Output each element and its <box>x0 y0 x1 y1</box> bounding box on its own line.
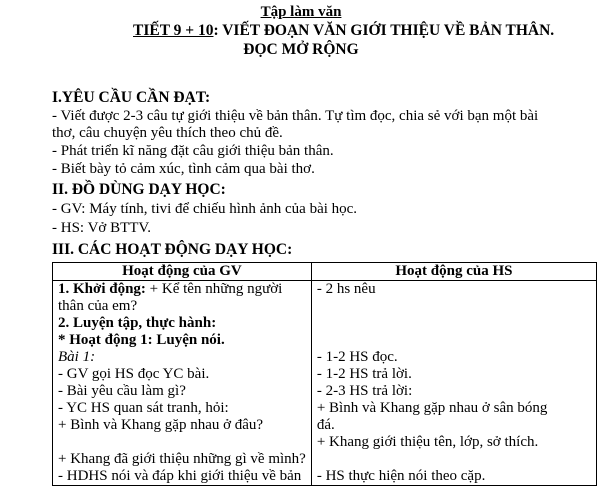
hs-line: đá. <box>316 417 335 433</box>
hs-line <box>317 451 591 468</box>
gv-line: - HDHS nói và đáp khi giới thiệu về bản <box>58 468 302 484</box>
hs-line: - 2-3 HS trả lời: <box>316 383 413 399</box>
hs-line: + Bình và Khang gặp nhau ở sân bóng <box>316 400 548 416</box>
gv-line: - YC HS quan sát tranh, hỏi: <box>58 400 229 416</box>
hs-line: + Khang giới thiệu tên, lớp, sở thích. <box>316 434 539 450</box>
lesson-title-line-1 <box>133 22 554 40</box>
hs-line <box>317 298 591 315</box>
header-hs: Hoạt động của HS <box>311 263 596 281</box>
hs-line: - HS thực hiện nói theo cặp. <box>316 468 486 484</box>
gv-line <box>58 434 306 451</box>
header-gv: Hoạt động của GV <box>53 263 312 281</box>
section-1-heading: I.YÊU CẦU CẦN ĐẠT: <box>52 89 211 106</box>
lesson-title-line-2: ĐỌC MỞ RỘNG <box>243 41 359 58</box>
hs-line: - 1-2 HS trả lời. <box>316 366 412 382</box>
section-1-line: - Biết bày tỏ cảm xúc, tình cảm qua bài thơ. <box>52 161 315 177</box>
gv-line: + Bình và Khang gặp nhau ở đâu? <box>58 417 264 433</box>
section-2-heading: II. ĐỒ DÙNG DẠY HỌC: <box>52 181 226 198</box>
section-2-line: - GV: Máy tính, tivi để chiếu hình ảnh của bài học. <box>52 201 358 217</box>
khoi-dong-text: + Kể tên những người <box>145 281 283 297</box>
lesson-title-text: : VIẾT ĐOẠN VĂN GIỚI THIỆU VỀ BẢN THÂN. <box>213 22 555 39</box>
gv-line: * Hoạt động 1: Luyện nói. <box>58 332 225 348</box>
gv-cell <box>53 281 312 486</box>
subject-heading: Tập làm văn <box>260 4 342 20</box>
section-3-heading: III. CÁC HOẠT ĐỘNG DẠY HỌC: <box>52 241 293 258</box>
khoi-dong-label: 1. Khởi động: <box>58 281 146 297</box>
table-header-row <box>53 263 597 281</box>
section-1-line: - Phát triển kĩ năng đặt câu giới thiệu bản thân. <box>52 143 334 159</box>
hs-line: - 1-2 HS đọc. <box>316 349 398 365</box>
hs-line <box>317 315 591 332</box>
gv-line: thân của em? <box>58 298 138 314</box>
activities-table <box>52 262 597 486</box>
gv-line: - Bài yêu cầu làm gì? <box>58 383 186 399</box>
gv-line: 2. Luyện tập, thực hành: <box>58 315 217 331</box>
gv-line <box>58 281 306 298</box>
section-1-line: - Viết được 2-3 câu tự giới thiệu về bản thân. Tự tìm đọc, chia sẻ với bạn một bài <box>52 108 539 124</box>
lesson-number: TIẾT 9 + 10 <box>133 22 214 39</box>
hs-line <box>317 332 591 349</box>
hs-cell <box>311 281 596 486</box>
table-row <box>53 281 597 486</box>
gv-line: - GV gọi HS đọc YC bài. <box>58 366 210 382</box>
hs-line: - 2 hs nêu <box>316 281 376 297</box>
gv-line: + Khang đã giới thiệu những gì về mình? <box>58 451 306 467</box>
gv-line: Bài 1: <box>58 349 96 365</box>
section-1-line: thơ, câu chuyện yêu thích theo chủ đề. <box>52 125 283 141</box>
section-2-line: - HS: Vở BTTV. <box>52 220 152 236</box>
